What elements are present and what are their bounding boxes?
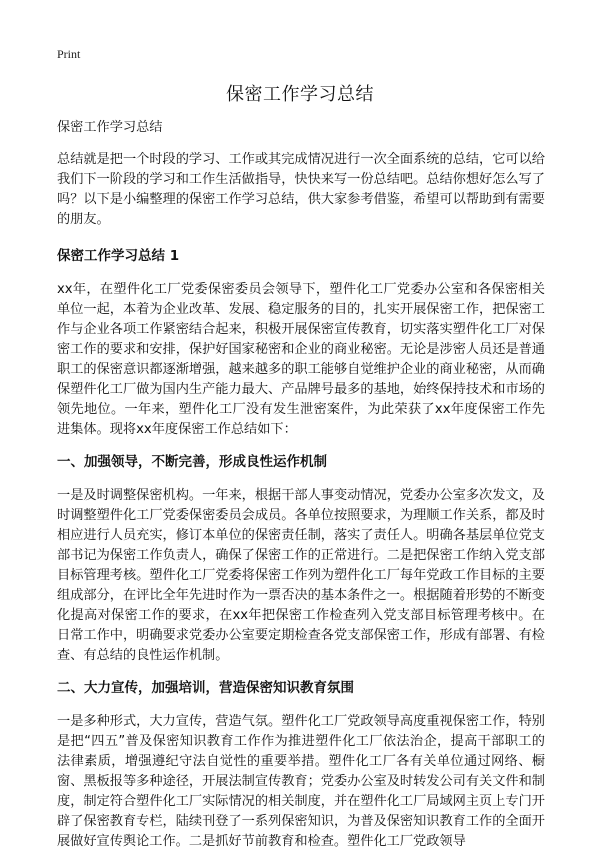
body-paragraph-1: xx年，在塑件化工厂党委保密委员会领导下，塑件化工厂党委办公室和各保密相关单位一起，本着为企业改革、发展、稳定服务的目的，扎实开展保密工作，把保密工作与企业各项工作紧密结合起来，积极开展保密宣传教育，切实落实塑件化工厂对保密工作的要求和安排，保护好国家秘密和企业的商业秘密。无论是涉密人员还是普通职工的保密意识都逐渐增强，越来越多的职工能够自觉维护企业的商业秘密，从而确保塑件化工厂做为国内生产能力最大、产品牌号最多的基地，始终保持技术和市场的领先地位。一年来，塑件化工厂没有发生泄密案件，为此荣获了xx年度保密工作先进集体。现将xx年度保密工作总结如下： — [57, 282, 545, 437]
article-heading: 保密工作学习总结 1 — [57, 248, 180, 264]
section-1-heading: 一、加强领导，不断完善，形成良性运作机制 — [57, 454, 327, 470]
section-2-heading: 二、大力宣传，加强培训，营造保密知识教育氛围 — [57, 680, 354, 696]
section-2-paragraph: 一是多种形式，大力宣传，营造气氛。塑件化工厂党政领导高度重视保密工作，特别是把“四五”普及保密知识教育工作作为推进塑件化工厂依法治企，提高干部职工的 法律素质，增强遵纪守法自觉性的重要举措。塑件化工厂各有关单位通过网络、橱窗、黑板报等多种途径，开展法制宣传教育；党委办公室及时转发公司有关文件和制度，制定符合塑件化工厂实际情况的相关制度，并在塑件化工厂局域网主页上专门开辟了保密教育专栏，陆续刊登了一系列保密知识，为普及保密知识教育工作的全面开展做好宣传舆论工作。二是抓好节前教育和检查。塑件化工厂党政领导 — [57, 714, 545, 849]
document-subtitle: 保密工作学习总结 — [57, 120, 163, 135]
print-link[interactable]: Print — [57, 47, 81, 61]
section-1-paragraph: 一是及时调整保密机构。一年来，根据干部人事变动情况，党委办公室多次发文，及时调整塑件化工厂党委保密委员会成员。各单位按照要求，为理顺工作关系，都及时相应进行人员充实，修订本单位的保密责任制，落实了责任人。明确各基层单位党支部书记为保密工作负责人，确保了保密工作的正常进行。二是把保密工作纳入党支部目标管理考核。塑件化工厂党委将保密工作列为塑件化工厂每年党政工作目标的主要组成部分，在评比全年先进时作为一票否决的基本条件之一。根据随着形势的不断变化提高对保密工作的要求，在xx年把保密工作检查列入党支部目标管理考核中。在日常工作中，明确要求党委办公室要定期检查各党支部保密工作，形成有部署、有检查、有总结的良性运作机制。 — [57, 488, 545, 663]
document-body — [57, 118, 545, 852]
intro-paragraph: 总结就是把一个时段的学习、工作或其完成情况进行一次全面系统的总结，它可以给我们下一阶段的学习和工作生活做指导，快快来写一份总结吧。总结你想好怎么写了吗？以下是小编整理的保密工作学习总结，供大家参考借鉴，希望可以帮助到有需要的朋友。 — [57, 152, 545, 227]
document-title: 保密工作学习总结 — [226, 84, 374, 105]
